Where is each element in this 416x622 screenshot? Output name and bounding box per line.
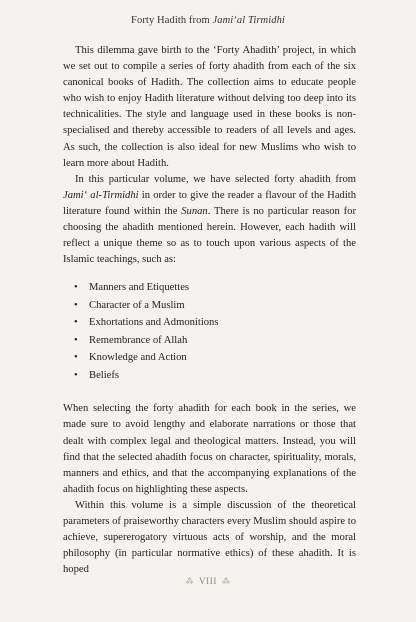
themes-list — [63, 279, 356, 384]
bullet-mark: • — [74, 299, 78, 311]
list-item — [63, 314, 356, 332]
paragraph-4: Within this volume is a simple discussion of the theoretical parameters of praiseworthy characters every Muslim should aspire to achieve, supererogatory virtuous acts of worship, and the moral philosophy (in particular normative ethics) of these ahadith. It is hoped — [63, 499, 356, 576]
bullet-mark: • — [74, 369, 78, 381]
paragraph-2-part-a: In this particular volume, we have selected forty ahadith from — [75, 173, 356, 185]
list-item — [63, 279, 356, 297]
page-number-label: VIII — [199, 576, 217, 586]
list-item-label: Beliefs — [89, 369, 120, 381]
list-item-label: Remembrance of Allah — [89, 334, 188, 346]
paragraph-2 — [63, 172, 356, 269]
running-head-prefix: Forty Hadith from — [131, 15, 213, 26]
paragraph-2-part-e: . There is no particular reason for choosing the ahadith mentioned herein. However, each hadith will reflect a unique theme so as to touch upon various aspects of the Islamic teachings, such as: — [63, 205, 357, 266]
book-title-sunan: Sunan — [181, 205, 208, 217]
paragraph-1: This dilemma gave birth to the ‘Forty Ahadith’ project, in which we set out to compile a series of forty ahadith from each of the six canonical books of Hadith. The collection aims to educate people who wish to enjoy Hadith literature without delving too deep into its technicalities. The style and language used in these books is non-specialised and thereby accessible to readers of all levels and ages. As such, the collection is also ideal for new Muslims who wish to learn more about Hadith. — [63, 45, 356, 169]
bullet-mark: • — [74, 282, 78, 294]
list-item-label: Character of a Muslim — [89, 299, 185, 311]
book-title-jami: Jami‘ al-Tirmidhi — [63, 189, 139, 201]
list-item — [63, 297, 356, 315]
bullet-mark: • — [74, 352, 78, 364]
list-item — [63, 349, 356, 367]
bullet-mark: • — [74, 334, 78, 346]
list-item — [63, 367, 356, 385]
folio-ornament-right-icon: ⁂ — [221, 577, 231, 586]
page-number — [0, 576, 416, 586]
list-item-label: Manners and Etiquettes — [89, 282, 190, 294]
folio-ornament-left-icon: ⁂ — [185, 577, 195, 586]
paragraph-3: When selecting the forty ahadith for each book in the series, we made sure to avoid lengthy and elaborate narrations or those that dealt with complex legal and theological matters. Instead, you will find that the selected ahadith focus on character, spirituality, morals, manners and ethics, and that the accompanying explanations of the ahadith focus on highlighting these aspects. — [63, 403, 356, 495]
list-item — [63, 332, 356, 350]
paragraph-2-part-c: in order to give the reader a flavour of the Hadith literature found within the — [63, 189, 357, 217]
list-item-label: Exhortations and Admonitions — [89, 317, 219, 329]
bullet-mark: • — [74, 317, 78, 329]
body-text — [63, 43, 356, 578]
running-head — [0, 15, 416, 26]
list-item-label: Knowledge and Action — [89, 352, 187, 364]
running-head-title: Jami‘al Tirmidhi — [212, 15, 285, 26]
